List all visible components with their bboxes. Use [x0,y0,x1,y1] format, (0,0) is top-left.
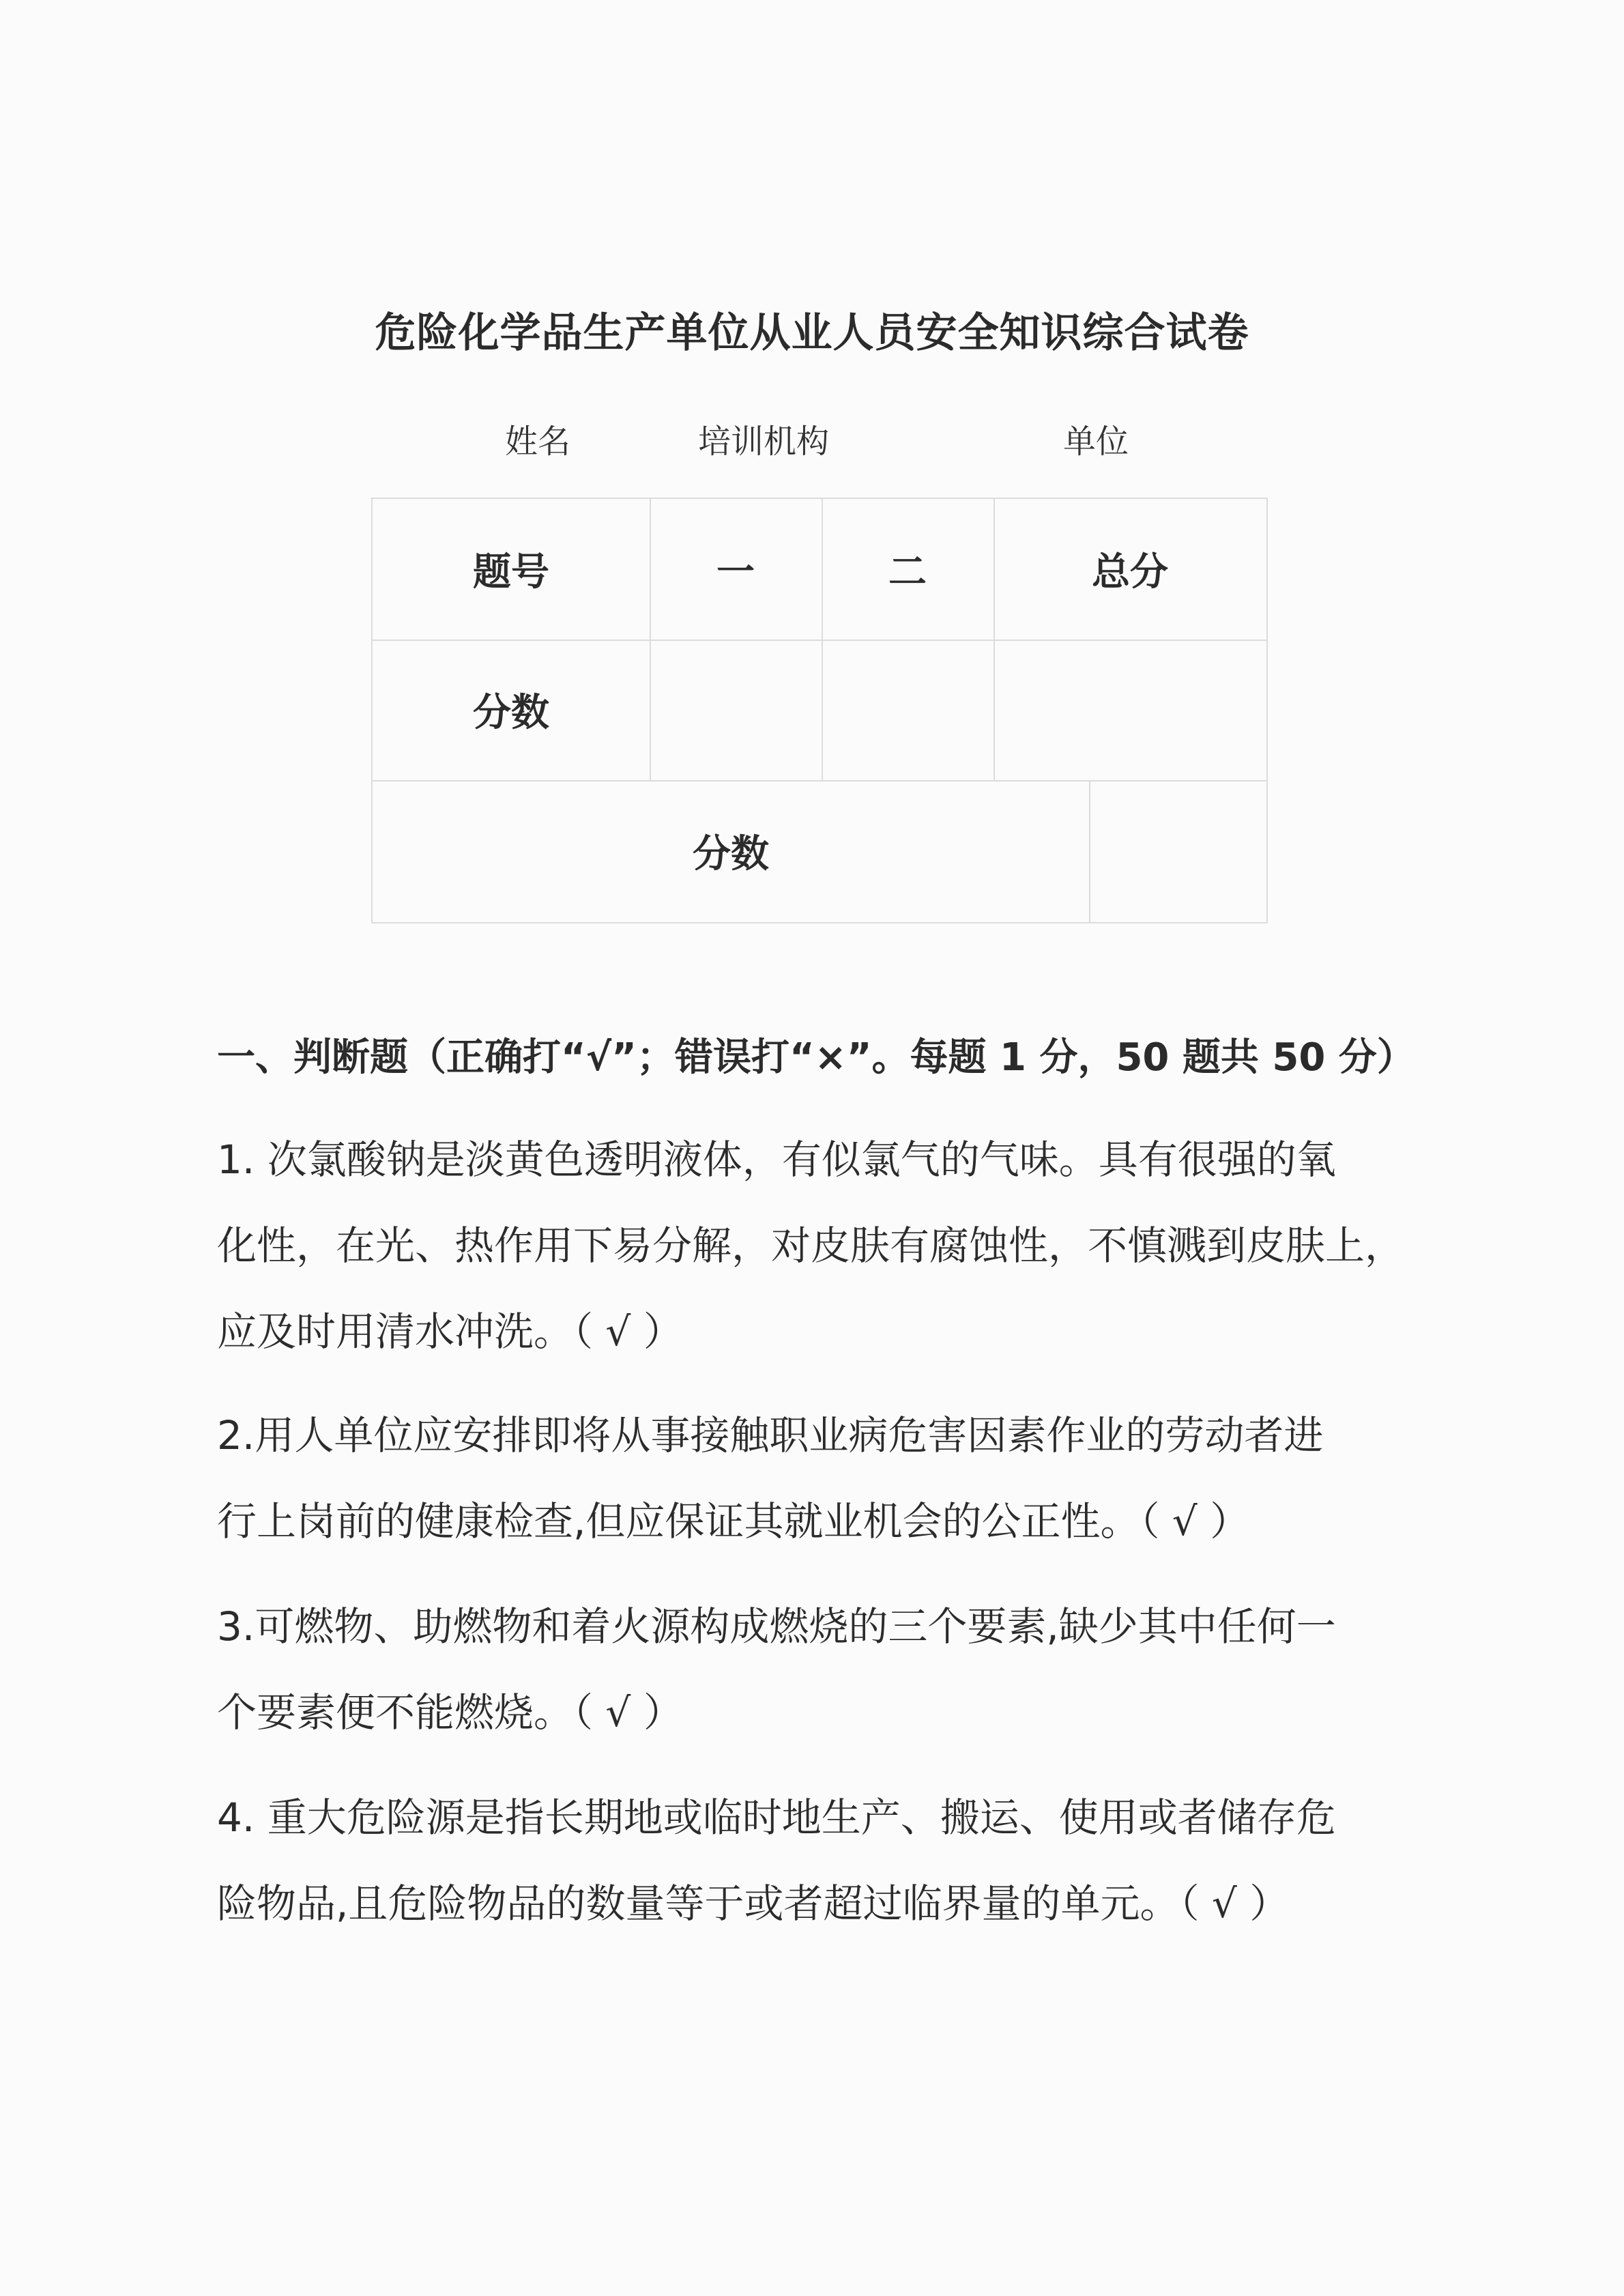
question-4: 4. 重大危险源是指长期地或临时地生产、搬运、使用或者储存危 险物品,且危险物品的数量等于或者超过临界量的单元。（ √ ） [217,1794,1336,1927]
score-table [371,498,1268,923]
score-cell-part-1[interactable] [650,640,822,780]
section-heading: 一、判断题（正确打“√”；错误打“×”。每题 1 分，50 题共 50 分） [217,1035,1415,1080]
question-3: 3.可燃物、助燃物和着火源构成燃烧的三个要素,缺少其中任何一 个要素便不能燃烧。（ √ ） [217,1603,1336,1736]
unit-label: 单位 [1063,422,1129,461]
score-row-label: 分数 [473,691,549,735]
footer-score-cell[interactable] [1089,780,1266,922]
footer-score-label: 分数 [693,832,769,876]
header-question-number: 题号 [473,550,549,594]
header-part-1: 一 [716,550,755,594]
name-label: 姓名 [505,422,571,461]
header-total: 总分 [1092,550,1168,594]
question-2: 2.用人单位应安排即将从事接触职业病危害因素作业的劳动者进 行上岗前的健康检查,但应保证其就业机会的公正性。（ √ ） [217,1412,1324,1545]
score-cell-total[interactable] [994,640,1266,780]
question-1: 1. 次氯酸钠是淡黄色透明液体，有似氯气的气味。具有很强的氧 化性，在光、热作用下易分解，对皮肤有腐蚀性，不慎溅到皮肤上， 应及时用清水冲洗。（ √ ） [217,1136,1405,1355]
training-org-label: 培训机构 [698,422,830,461]
page-title: 危险化学品生产单位从业人员安全知识综合试卷 [375,309,1249,357]
score-cell-part-2[interactable] [822,640,994,780]
header-part-2: 二 [888,550,927,594]
